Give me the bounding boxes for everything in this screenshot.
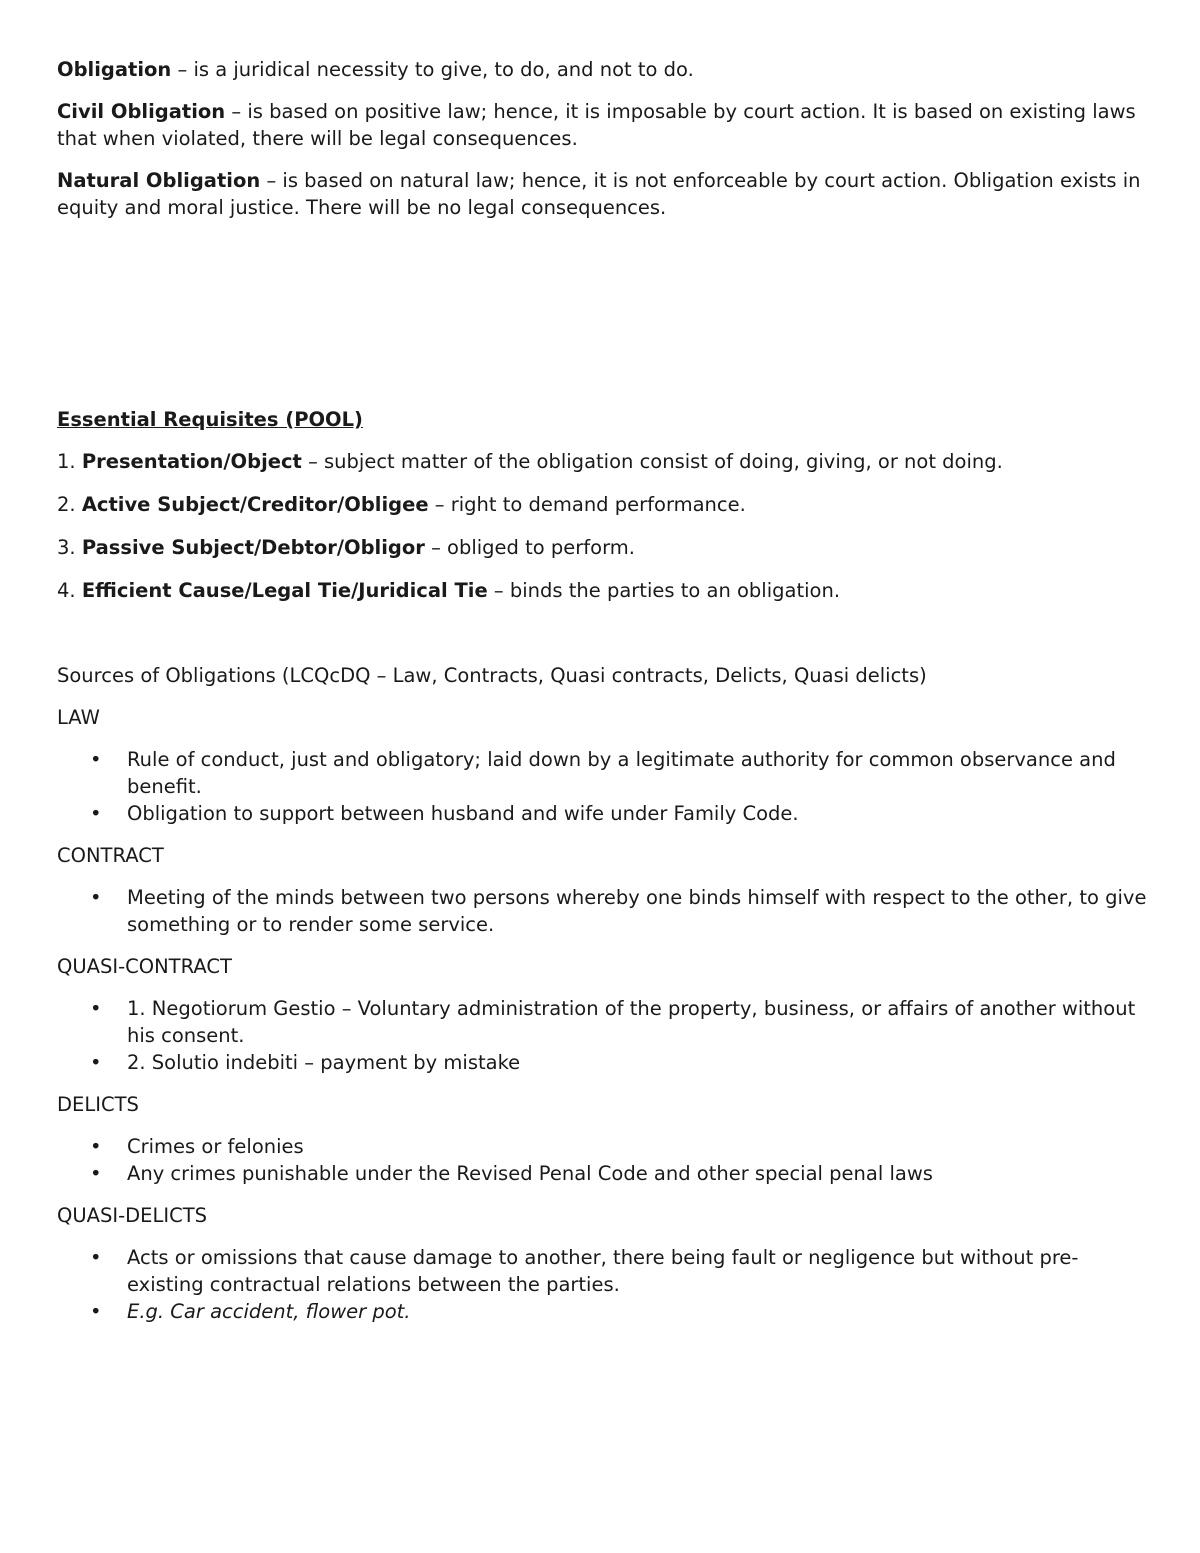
bullet-icon: • [90,997,102,1020]
bullet-icon: • [90,886,102,909]
definition-text: – is based on positive law; hence, it is imposable by court action. It is based on existing laws that when violated, there will be legal consequences. [57,100,1136,150]
list-item-text: Rule of conduct, just and obligatory; laid down by a legitimate authority for common observance and benefit. [127,748,1116,798]
requisite-term: Passive Subject/Debtor/Obligor [81,536,425,559]
requisite-item [57,577,1147,604]
list-item-text: 1. Negotiorum Gestio – Voluntary administration of the property, business, or affairs of another without his consent. [127,997,1136,1047]
category-delicts-heading: DELICTS [57,1093,139,1116]
requisite-text: – subject matter of the obligation consist of doing, giving, or not doing. [301,450,1003,473]
list-item [57,995,1147,1049]
definition-obligation [57,56,1147,83]
list-item-text: Crimes or felonies [127,1135,304,1158]
requisite-text: – right to demand performance. [428,493,746,516]
requisite-term: Active Subject/Creditor/Obligee [81,493,429,516]
list-item-text: 2. Solutio indebiti – payment by mistake [127,1051,521,1074]
category-delicts-list [57,1133,1147,1187]
spacer [57,620,1147,662]
requisite-number: 4. [57,579,82,602]
definition-term: Obligation [57,58,172,81]
list-item-text: Obligation to support between husband and wife under Family Code. [127,802,799,825]
bullet-icon: • [90,802,102,825]
definition-text: – is based on natural law; hence, it is not enforceable by court action. Obligation exists in equity and moral justice. There will be no legal consequences. [57,169,1141,219]
list-item-text: Acts or omissions that cause damage to another, there being fault or negligence but without pre-existing contractual relations between the parties. [127,1246,1079,1296]
list-item [57,1298,1147,1325]
category-law-heading: LAW [57,706,100,729]
bullet-icon: • [90,1300,102,1323]
definition-text: – is a juridical necessity to give, to do, and not to do. [171,58,694,81]
category-quasi-contract-list [57,995,1147,1076]
category-quasi-delicts-list [57,1244,1147,1325]
definition-natural-obligation [57,167,1147,221]
spacer [57,236,1147,406]
requisite-item [57,534,1147,561]
requisite-item [57,491,1147,518]
bullet-icon: • [90,748,102,771]
requisite-text: – obliged to perform. [424,536,635,559]
bullet-icon: • [90,1162,102,1185]
requisite-text: – binds the parties to an obligation. [487,579,841,602]
requisite-number: 1. [57,450,82,473]
category-contract-list [57,884,1147,938]
list-item-text: Meeting of the minds between two persons whereby one binds himself with respect to the other, to give something or to render some service. [127,886,1147,936]
bullet-icon: • [90,1246,102,1269]
bullet-icon: • [90,1135,102,1158]
list-item-text: Any crimes punishable under the Revised Penal Code and other special penal laws [127,1162,933,1185]
requisite-term: Presentation/Object [81,450,302,473]
requisite-number: 2. [57,493,82,516]
list-item [57,746,1147,800]
document-page [57,56,1147,1340]
bullet-icon: • [90,1051,102,1074]
definition-term: Natural Obligation [57,169,261,192]
requisite-number: 3. [57,536,82,559]
list-item [57,800,1147,827]
requisite-item [57,448,1147,475]
category-quasi-contract-heading: QUASI-CONTRACT [57,955,232,978]
sources-title: Sources of Obligations (LCQcDQ – Law, Contracts, Quasi contracts, Delicts, Quasi delicts) [57,664,927,687]
category-contract-heading: CONTRACT [57,844,164,867]
definition-civil-obligation [57,98,1147,152]
list-item [57,1244,1147,1298]
category-quasi-delicts-heading: QUASI-DELICTS [57,1204,207,1227]
requisites-heading: Essential Requisites (POOL) [57,408,363,431]
list-item [57,1133,1147,1160]
definition-term: Civil Obligation [57,100,226,123]
category-law-list [57,746,1147,827]
list-item-text: E.g. Car accident, flower pot. [127,1300,411,1323]
list-item [57,1049,1147,1076]
list-item [57,884,1147,938]
requisite-term: Efficient Cause/Legal Tie/Juridical Tie [81,579,488,602]
list-item [57,1160,1147,1187]
